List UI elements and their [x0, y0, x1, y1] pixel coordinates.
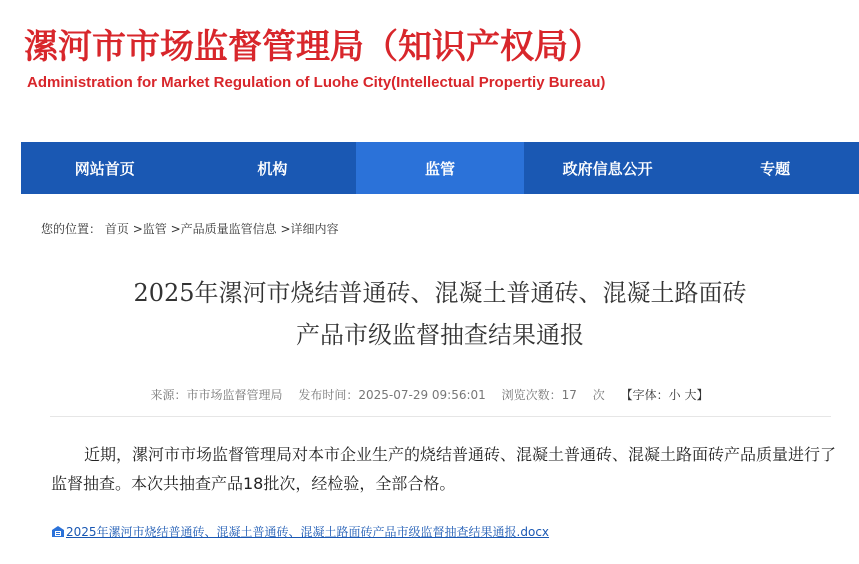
article-title-line-1: 2025年漯河市烧结普通砖、混凝土普通砖、混凝土路面砖 [133, 279, 747, 307]
article-meta [0, 386, 859, 403]
nav-item-gov-info[interactable]: 政府信息公开 [562, 159, 653, 178]
nav-item-topics[interactable]: 专题 [760, 159, 791, 178]
attachment-link[interactable] [51, 523, 549, 540]
main-nav [21, 142, 859, 194]
article-title-line-2: 产品市级监督抽查结果通报 [296, 321, 584, 349]
site-header [0, 0, 859, 142]
meta-views-unit: 次 [592, 388, 605, 402]
breadcrumb-product-quality[interactable]: >产品质量监管信息 [170, 222, 277, 236]
meta-source: 来源：市市场监督管理局 [150, 388, 283, 402]
breadcrumb [41, 220, 339, 237]
font-small-button[interactable]: 小 [668, 388, 681, 402]
site-title: 漯河市市场监督管理局（知识产权局） [24, 27, 602, 67]
breadcrumb-prefix: 您的位置： [41, 222, 102, 236]
meta-divider [50, 416, 831, 417]
breadcrumb-current: >详细内容 [280, 222, 339, 236]
nav-item-organization[interactable]: 机构 [257, 159, 288, 178]
font-size-control [621, 388, 709, 402]
nav-item-home[interactable]: 网站首页 [74, 159, 135, 178]
site-subtitle: Administration for Market Regulation of Luohe City(Intellectual Propertiy Bureau) [27, 74, 606, 91]
font-label: 【字体： [620, 388, 669, 402]
article-body: 近期，漯河市市场监督管理局对本市企业生产的烧结普通砖、混凝土普通砖、混凝土路面砖产品质量进行了监督抽查。本次共抽查产品18批次，经检验，全部合格。 [51, 445, 837, 493]
breadcrumb-supervision[interactable]: >监管 [132, 222, 167, 236]
meta-publish-time: 发布时间：2025-07-29 09:56:01 [298, 388, 486, 402]
font-close: 】 [696, 388, 709, 402]
meta-views-label: 浏览次数： [501, 388, 562, 402]
attachment-filename[interactable]: 2025年漯河市烧结普通砖、混凝土普通砖、混凝土路面砖产品市级监督抽查结果通报.docx [66, 525, 550, 539]
font-large-button[interactable]: 大 [684, 388, 697, 402]
nav-item-supervision[interactable]: 监管 [356, 142, 524, 194]
article-title [30, 272, 850, 356]
meta-views-count: 17 [561, 388, 577, 402]
breadcrumb-home[interactable]: 首页 [104, 222, 129, 236]
document-icon [51, 525, 65, 538]
